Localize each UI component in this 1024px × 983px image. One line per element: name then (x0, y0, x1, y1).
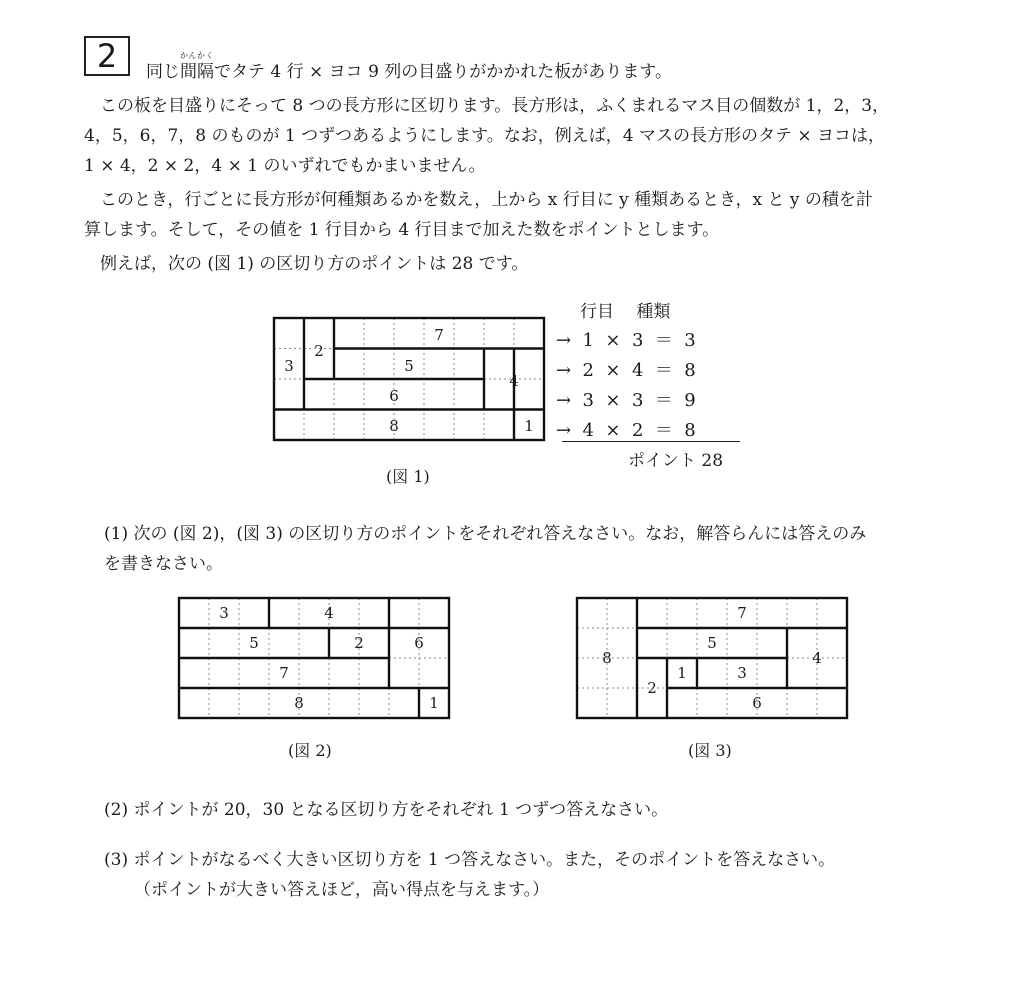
fig1-label-1: 1 (524, 417, 534, 435)
para3: 例えば，次の (図 1) の区切り方のポイントは 28 です。 (100, 254, 529, 274)
sub3-text: (3) ポイントがなるべく大きい区切り方を 1 つ答えなさい。また，そのポイントを答えなさい。 (104, 850, 836, 870)
fig2-label-1: 1 (429, 694, 439, 712)
fig3-label-5: 5 (707, 634, 717, 652)
fig1-label-7: 7 (434, 326, 444, 344)
fig2-label-4: 4 (324, 604, 334, 622)
para2-line2: 算します。そして，その値を 1 行目から 4 行目まで加えた数をポイントとします。 (84, 220, 720, 240)
fig1-label-5: 5 (404, 357, 414, 375)
para1-line2: 4，5，6，7，8 のものが 1 つずつあるようにします。なお，例えば，4 マスの長方形のタテ × ヨコは， (84, 126, 886, 146)
calc-total: ポイント 28 (628, 451, 724, 471)
figure3-board (572, 594, 852, 724)
calc-sum-line (562, 441, 740, 442)
fig2-label-2: 2 (354, 634, 364, 652)
fig2-label-3: 3 (219, 604, 229, 622)
ruby-reading: かんかく (180, 51, 214, 60)
para1-line1: この板を目盛りにそって 8 つの長方形に区切ります。長方形は，ふくまれるマス目の個数が 1，2，3， (100, 96, 890, 116)
calc-header: 行目 種類 (580, 302, 671, 322)
calc-row-1: → 1 × 3 ＝ 3 (556, 330, 696, 351)
fig1-label-3: 3 (284, 357, 294, 375)
fig1-label-4: 4 (509, 372, 519, 390)
fig2-label-6: 6 (414, 634, 424, 652)
problem-intro: 同じ間隔でタテ 4 行 × ヨコ 9 列の目盛りがかかれた板があります。 (146, 62, 672, 82)
para2-line1: このとき，行ごとに長方形が何種類あるかを数え，上から x 行目に y 種類あるとき，x と y の積を計 (100, 190, 873, 210)
figure1-board (268, 316, 554, 446)
calc-row-4: → 4 × 2 ＝ 8 (556, 420, 696, 441)
sub2-text: (2) ポイントが 20，30 となる区切り方をそれぞれ 1 つずつ答えなさい。 (104, 800, 669, 820)
figure2-caption: (図 2) (288, 741, 332, 760)
fig3-label-4: 4 (812, 649, 822, 667)
sub3-note: （ポイントが大きい答えほど，高い得点を与えます。） (134, 880, 550, 900)
fig2-label-5: 5 (249, 634, 259, 652)
fig1-label-6: 6 (389, 387, 399, 405)
calc-row-3: → 3 × 3 ＝ 9 (556, 390, 696, 411)
problem-number: 2 (84, 36, 130, 76)
sub1-line2: を書きなさい。 (104, 554, 223, 574)
para1-line3: 1 × 4，2 × 2，4 × 1 のいずれでもかまいません。 (84, 156, 486, 176)
fig2-label-8: 8 (294, 694, 304, 712)
figure1-caption: (図 1) (386, 467, 430, 486)
fig3-label-3: 3 (737, 664, 747, 682)
fig3-label-2: 2 (647, 679, 657, 697)
fig3-label-7: 7 (737, 604, 747, 622)
figure2-board (174, 594, 454, 724)
fig3-label-1: 1 (677, 664, 687, 682)
fig2-label-7: 7 (279, 664, 289, 682)
figure3-caption: (図 3) (688, 741, 732, 760)
fig1-label-8: 8 (389, 417, 399, 435)
fig3-label-8: 8 (602, 649, 612, 667)
calc-row-2: → 2 × 4 ＝ 8 (556, 360, 696, 381)
fig1-label-2: 2 (314, 342, 324, 360)
sub1-line1: (1) 次の (図 2)，(図 3) の区切り方のポイントをそれぞれ答えなさい。なお，解答らんには答えのみ (104, 524, 867, 544)
fig3-label-6: 6 (752, 694, 762, 712)
